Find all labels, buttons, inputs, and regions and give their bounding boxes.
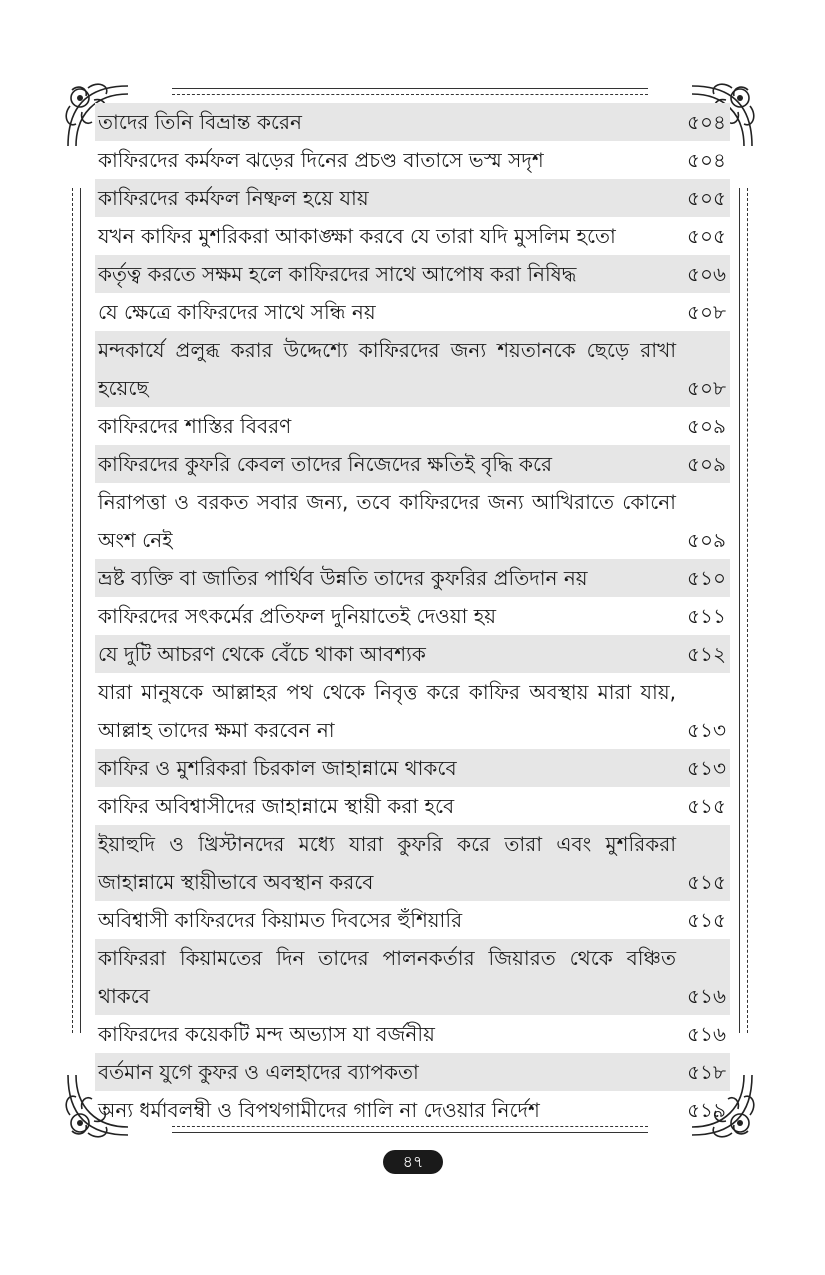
toc-entry-title: কাফির ও মুশরিকরা চিরকাল জাহান্নামে থাকবে	[98, 756, 457, 780]
toc-entry-title: ভ্রষ্ট ব্যক্তি বা জাতির পার্থিব উন্নতি তাদের কুফরির প্রতিদান নয়	[98, 566, 588, 590]
toc-entry-title: কাফিরদের কুফরি কেবল তাদের নিজেদের ক্ষতিই বৃদ্ধি করে	[98, 452, 553, 476]
toc-entry-title: নিরাপত্তা ও বরকত সবার জন্য, তবে কাফিরদের জন্য আখিরাতে কোনো অংশ নেই	[98, 490, 676, 552]
toc-entry[interactable]	[95, 293, 730, 331]
toc-entry[interactable]	[95, 901, 730, 939]
toc-entry[interactable]	[95, 1091, 730, 1129]
toc-entry-page: ৫১৯	[687, 1098, 726, 1122]
border-right-line	[739, 188, 740, 1033]
toc-entry-title: তাদের তিনি বিভ্রান্ত করেন	[98, 110, 302, 134]
border-top-line	[172, 88, 648, 89]
toc-entry-page: ৫১৫	[687, 908, 726, 932]
toc-entry-title: কাফির অবিশ্বাসীদের জাহান্নামে স্থায়ী করা হবে	[98, 794, 455, 818]
toc-entry-title: অন্য ধর্মাবলম্বী ও বিপথগামীদের গালি না দেওয়ার নির্দেশ	[98, 1098, 540, 1122]
toc-entry[interactable]	[95, 673, 730, 749]
toc-entry-title: কাফিরদের কয়েকটি মন্দ অভ্যাস যা বর্জনীয়	[98, 1022, 435, 1046]
toc-entry-page: ৫০৯	[687, 414, 726, 438]
toc-entry-page: ৫১৩	[687, 718, 726, 742]
toc-entry[interactable]	[95, 179, 730, 217]
toc-entry[interactable]	[95, 825, 730, 901]
toc-entry-page: ৫১২	[687, 642, 726, 666]
toc-entry[interactable]	[95, 787, 730, 825]
toc-entry[interactable]	[95, 103, 730, 141]
toc-entry-page: ৫১৫	[687, 794, 726, 818]
toc-entry-page: ৫১৮	[687, 1060, 726, 1084]
toc-entry[interactable]	[95, 445, 730, 483]
toc-entry[interactable]	[95, 1015, 730, 1053]
border-left-dashed-line	[72, 188, 73, 1033]
toc-entry-page: ৫০৯	[687, 452, 726, 476]
toc-entry-page: ৫১৩	[687, 756, 726, 780]
toc-entry-title: মন্দকার্যে প্রলুব্ধ করার উদ্দেশ্যে কাফিরদের জন্য শয়তানকে ছেড়ে রাখা হয়েছে	[98, 338, 676, 400]
toc-entry-title: যে ক্ষেত্রে কাফিরদের সাথে সন্ধি নয়	[98, 300, 376, 324]
toc-entry-title: কাফিরদের কর্মফল ঝড়ের দিনের প্রচণ্ড বাতাসে ভস্ম সদৃশ	[98, 148, 544, 172]
toc-entry[interactable]	[95, 749, 730, 787]
toc-entry-page: ৫১৬	[687, 984, 726, 1008]
toc-entry[interactable]	[95, 635, 730, 673]
toc-entry-title: অবিশ্বাসী কাফিরদের কিয়ামত দিবসের হুঁশিয়ারি	[98, 908, 463, 932]
toc-entry[interactable]	[95, 407, 730, 445]
toc-entry-page: ৫১৫	[687, 870, 726, 894]
toc-entry-title: যখন কাফির মুশরিকরা আকাঙ্ক্ষা করবে যে তারা যদি মুসলিম হতো	[98, 224, 616, 248]
border-top-dashed-line	[172, 94, 648, 95]
toc-entry-page: ৫০৮	[687, 300, 726, 324]
toc-entry[interactable]	[95, 255, 730, 293]
toc-entry-title: কাফিররা কিয়ামতের দিন তাদের পালনকর্তার জিয়ারত থেকে বঞ্চিত থাকবে	[98, 946, 676, 1008]
toc-entry[interactable]	[95, 597, 730, 635]
toc-entry-title: বর্তমান যুগে কুফর ও এলহাদের ব্যাপকতা	[98, 1060, 419, 1084]
table-of-contents	[95, 103, 730, 1129]
toc-entry-page: ৫০৯	[687, 528, 726, 552]
toc-entry-page: ৫১৬	[687, 1022, 726, 1046]
toc-entry-title: ইয়াহুদি ও খ্রিস্টানদের মধ্যে যারা কুফরি করে তারা এবং মুশরিকরা জাহান্নামে স্থায়ীভাবে অবস্থান করবে	[98, 832, 676, 894]
toc-entry-title: যে দুটি আচরণ থেকে বেঁচে থাকা আবশ্যক	[98, 642, 426, 666]
toc-entry[interactable]	[95, 141, 730, 179]
toc-entry[interactable]	[95, 939, 730, 1015]
toc-entry-page: ৫১০	[687, 566, 726, 590]
toc-entry[interactable]	[95, 483, 730, 559]
toc-entry-title: কর্তৃত্ব করতে সক্ষম হলে কাফিরদের সাথে আপোষ করা নিষিদ্ধ	[98, 262, 577, 286]
toc-entry-page: ৫০৫	[687, 224, 726, 248]
toc-entry-page: ৫০৮	[687, 376, 726, 400]
toc-entry-title: যারা মানুষকে আল্লাহর পথ থেকে নিবৃত্ত করে কাফির অবস্থায় মারা যায়, আল্লাহ তাদের ক্ষমা করবেন না	[98, 680, 676, 742]
toc-entry[interactable]	[95, 217, 730, 255]
toc-entry[interactable]	[95, 559, 730, 597]
toc-entry-page: ৫০৫	[687, 186, 726, 210]
toc-entry-page: ৫১১	[687, 604, 726, 628]
border-bottom-line	[172, 1132, 648, 1133]
toc-entry[interactable]	[95, 331, 730, 407]
page-number-badge: ৪৭	[383, 1150, 443, 1174]
toc-entry-title: কাফিরদের শাস্তির বিবরণ	[98, 414, 292, 438]
toc-entry-page: ৫০৪	[687, 110, 726, 134]
toc-entry-page: ৫০৬	[687, 262, 726, 286]
border-right-dashed-line	[747, 188, 748, 1033]
toc-entry-title: কাফিরদের সৎকর্মের প্রতিফল দুনিয়াতেই দেওয়া হয়	[98, 604, 497, 628]
toc-entry[interactable]	[95, 1053, 730, 1091]
toc-entry-page: ৫০৪	[687, 148, 726, 172]
toc-entry-title: কাফিরদের কর্মফল নিষ্ফল হয়ে যায়	[98, 186, 369, 210]
border-left-line	[80, 188, 81, 1033]
